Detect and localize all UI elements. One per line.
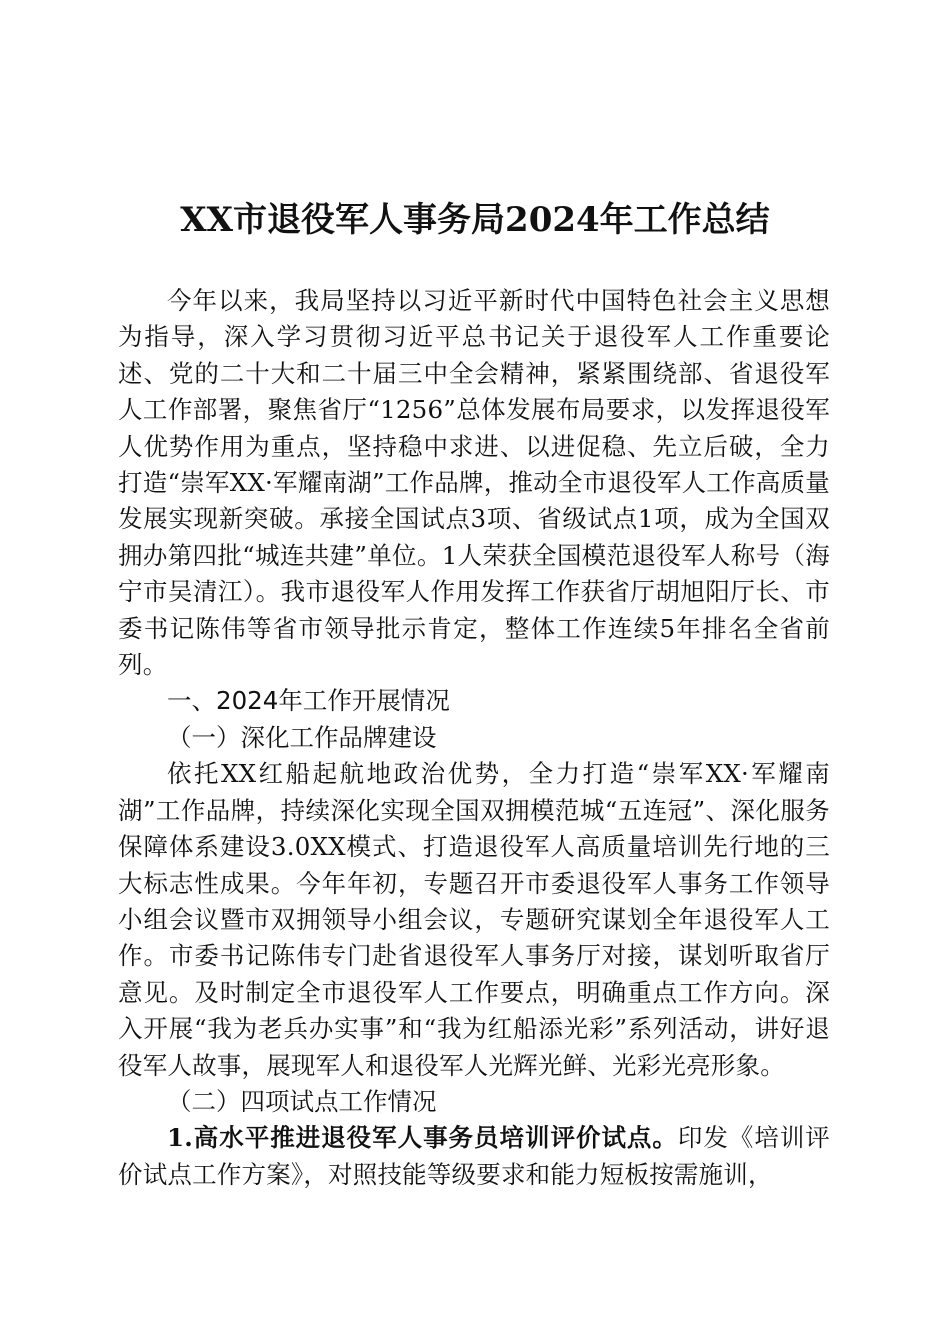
section-heading-1: 一、2024年工作开展情况 bbox=[167, 686, 450, 716]
subsection-heading-1: （一）深化工作品牌建设 bbox=[167, 722, 437, 752]
document-title: XX市退役军人事务局2024年工作总结 bbox=[180, 200, 770, 240]
subsection-heading-2: （二）四项试点工作情况 bbox=[167, 1086, 437, 1116]
item-paragraph-1 bbox=[118, 1120, 830, 1193]
item-lead-1: 1.高水平推进退役军人事务员培训评价试点。 bbox=[167, 1123, 678, 1153]
item-text-1: 印发《培训评价试点工作方案》，对照技能等级要求和能力短板按需施训， bbox=[118, 1123, 830, 1189]
intro-paragraph: 今年以来，我局坚持以习近平新时代中国特色社会主义思想为指导，深入学习贯彻习近平总书记关于退役军人工作重要论述、党的二十大和二十届三中全会精神，紧紧围绕部、省退役军人工作部署，聚焦省厅“1256”总体发展布局要求，以发挥退役军人优势作用为重点，坚持稳中求进、以进促稳、先立后破，全力打造“崇军XX·军耀南湖”工作品牌，推动全市退役军人工作高质量发展实现新突破。承接全国试点3项、省级试点1项，成为全国双拥办第四批“城连共建”单位。1人荣获全国模范退役军人称号（海宁市吴清江）。我市退役军人作用发挥工作获省厅胡旭阳厅长、市委书记陈伟等省市领导批示肯定，整体工作连续5年排名全省前列。 bbox=[118, 286, 830, 680]
subsection-paragraph-1: 依托XX红船起航地政治优势，全力打造“崇军XX·军耀南湖”工作品牌，持续深化实现全国双拥模范城“五连冠”、深化服务保障体系建设3.0XX模式、打造退役军人高质量培训先行地的三大标志性成果。今年年初，专题召开市委退役军人事务工作领导小组会议暨市双拥领导小组会议，专题研究谋划全年退役军人工作。市委书记陈伟专门赴省退役军人事务厅对接，谋划听取省厅意见。及时制定全市退役军人工作要点，明确重点工作方向。深入开展“我为老兵办实事”和“我为红船添光彩”系列活动，讲好退役军人故事，展现军人和退役军人光辉光鲜、光彩光亮形象。 bbox=[118, 759, 830, 1080]
document-body bbox=[118, 283, 830, 1193]
